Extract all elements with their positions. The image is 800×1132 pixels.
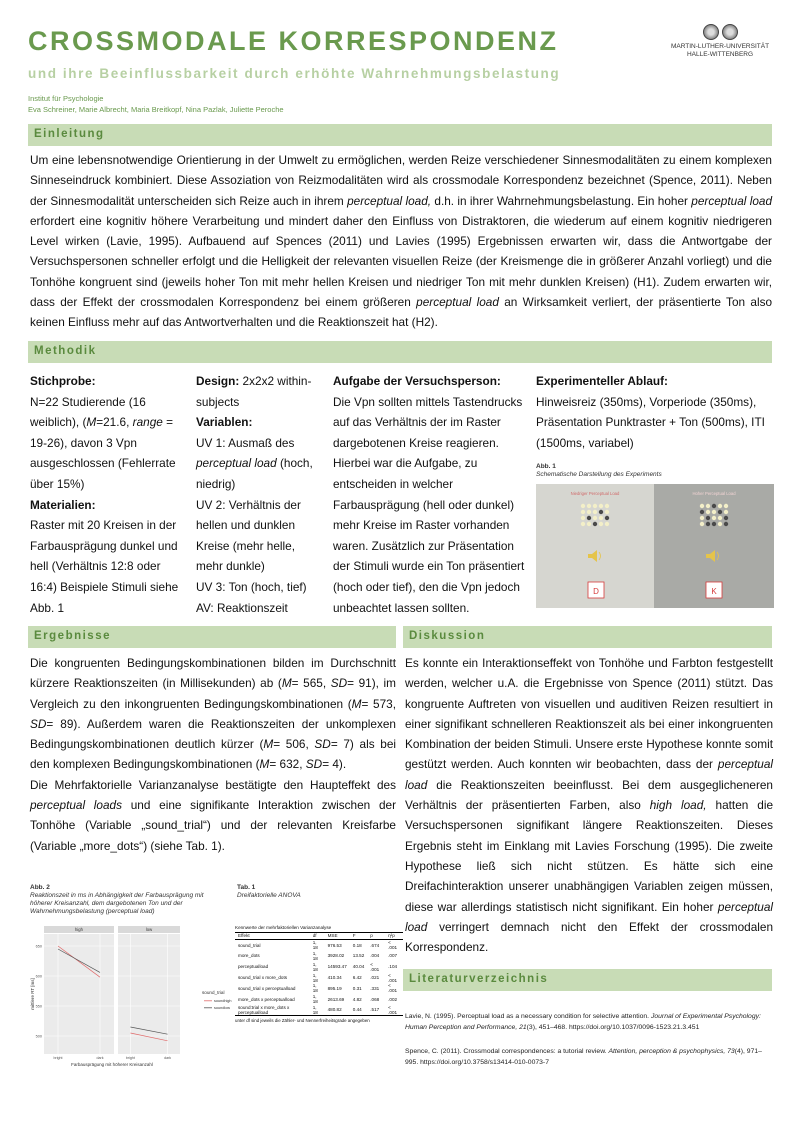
section-bar-literatur (403, 969, 772, 991)
table-header-cell: MSE (325, 933, 350, 940)
authors: Eva Schreiner, Marie Albrecht, Maria Breitkopf, Nina Pazlak, Juliette Peroche (28, 105, 284, 114)
stimulus-dot (599, 516, 603, 520)
table-cell: 2613.69 (327, 996, 345, 1002)
y-tick-label: 600 (35, 974, 42, 979)
section-bar-einleitung (28, 124, 772, 146)
table-row (235, 983, 403, 994)
figure-2-caption: Abb. 2 Reaktionszeit in ms in Abhängigkeit der Farbausprägung mit höherer Kreisanzahl, dem dargebotenen Ton und der Wahrnehmungsbelastung (perceptual load) (30, 884, 204, 915)
facet-label: low (145, 927, 153, 932)
table-row (235, 939, 403, 950)
table-cell: < .001 (388, 940, 398, 951)
table-cell: more_dots x perceptualload (238, 996, 295, 1002)
table-cell: sound_trial x perceptualload (238, 985, 296, 991)
section-heading: Diskussion (409, 630, 486, 642)
table-cell: 0.44 (350, 1004, 368, 1015)
table-row (235, 994, 403, 1005)
x-tick-label: bright (125, 1056, 135, 1060)
table-cell: .517 (367, 1004, 385, 1015)
stimulus-dot (712, 516, 716, 520)
table-cell: sound:trial x more_dots x perceptualload (235, 1004, 310, 1015)
table-cell: .004 (370, 953, 380, 959)
table-cell: 1, 18 (312, 972, 318, 983)
section-heading: Methodik (34, 345, 97, 357)
stimulus-dot (706, 510, 710, 514)
table-1-caption: Tab. 1 Dreifaktorielle ANOVA (237, 884, 301, 899)
stimulus-dot (605, 510, 609, 514)
table-header-cell: F (350, 933, 368, 940)
table-row (235, 961, 403, 972)
table-cell: .007 (388, 953, 398, 959)
stimulus-dot (724, 504, 728, 508)
anova-table (235, 932, 403, 1016)
legend-item: soundlow (214, 1006, 231, 1010)
table-cell: .331 (370, 985, 380, 991)
table-header-cell: η²p (385, 933, 403, 940)
table-header-cell: Effekt (235, 933, 310, 940)
table-cell: 40.04 (352, 964, 365, 970)
figure-1-caption: Abb. 1 Schematische Darstellung des Experiments (536, 463, 662, 478)
table-cell: .104 (388, 964, 398, 970)
legend-title: sound_trial (202, 990, 225, 995)
stimulus-dot (718, 510, 722, 514)
logo-line-2: HALLE-WITTENBERG (686, 51, 754, 58)
section-bar-diskussion (403, 626, 772, 648)
table-cell: < .001 (388, 983, 398, 994)
legend-item: soundhigh (214, 999, 232, 1003)
seal-icon (703, 24, 719, 40)
y-axis-label: mittlere RT [ms] (30, 978, 35, 1010)
x-tick-label: dark (96, 1056, 104, 1060)
poster-title: CROSSMODALE KORRESPONDENZ (28, 26, 559, 56)
table-cell: .002 (388, 996, 398, 1002)
figure-2-chart (30, 926, 270, 1082)
table-cell: 13.52 (352, 953, 365, 959)
methodik-col-design: Design: 2x2x2 within-subjects Variablen: UV 1: Ausmaß des perceptual load (hoch, niedrig) UV 2: Verhältnis der hellen und dunklen Kreise (mehr helle, mehr dunkle) UV 3: Ton (hoch, tief) AV: Reaktionszeit (196, 374, 313, 615)
table-row (235, 1004, 403, 1015)
stimulus-dot (593, 516, 597, 520)
table-cell: .674 (370, 942, 380, 948)
table-header-cell: df (310, 933, 325, 940)
stimulus-dot (581, 516, 585, 520)
stimulus-dot (718, 504, 722, 508)
table-cell: 14593.47 (327, 964, 347, 970)
stimulus-dot (599, 510, 603, 514)
table-cell: 895.19 (327, 985, 342, 991)
table-cell: 1, 18 (312, 940, 318, 951)
stimulus-dot (581, 510, 585, 514)
ergebnisse-text: Die kongruenten Bedingungskombinationen bilden im Durchschnitt kürzere Reaktionszeiten (in Millisekunden) ab (M= 565, SD= 91), im Vergleich zu den inkongruenten Bedingungskombinationen (M= 573, SD= 89). Außerdem waren die Reaktionszeiten der unkomplexen Bedingungskombinationen deutlich kürzer (M= 506, SD= 7) als bei den komplexen Bedingungskombinationen (M= 632, SD= 4). Die Mehrfaktorielle Varianzanalyse bestätigte den Haupteffekt des perceptual loads und eine signifikante Interaktion zwischen der Tonhöhe (Variable „sound_trial“) und der relevanten Kreisfarbe (Variable „more_dots“) (siehe Tab. 1). (30, 656, 397, 853)
table-cell: 4.82 (352, 996, 362, 1002)
table-cell: 976.53 (327, 942, 342, 948)
stimulus-dot (587, 510, 591, 514)
table-cell: < .001 (370, 961, 380, 972)
institute: Institut für Psychologie (28, 94, 104, 103)
stimulus-dot (706, 504, 710, 508)
panel-low-label: Niedriger Perceptual Load (570, 491, 620, 496)
table-note: unter df sind jeweils die Zähler- und Nennerfreiheitsgrade angegeben (235, 1018, 370, 1024)
table-cell: 0.31 (352, 985, 362, 991)
section-heading: Einleitung (34, 128, 105, 140)
stimulus-dot (599, 522, 603, 526)
university-logo (662, 24, 778, 59)
table-row (235, 972, 403, 983)
table-row (235, 951, 403, 962)
facet-label: high (75, 927, 83, 932)
einleitung-text: Um eine lebensnotwendige Orientierung in der Umwelt zu ermöglichen, werden Reize verschiedener Sinnesmodalitäten zu einem komplexen Sinneseindruck kombiniert. Diese Assoziation von Reizmodalitäten wird als crossmodale Korrespondenz bezeichnet (Spence, 2011). Neben der Sinnesmodalität unterscheiden sich Reize auch in ihrem perceptual load, d.h. in ihrer Wahrnehmungsbelastung. Ein hoher perceptual load erfordert eine kognitiv höhere Verarbeitung und mindert daher den Einfluss von Distraktoren, die wiederum auf einem kognitiv niedrigeren Level wirken (Lavie, 1995). Aufbauend auf Spences (2011) und Lavies (1995) Ergebnissen erwarten wir, dass die Antwortgabe der Versuchspersonen schneller erfolgt und die Helligkeit der relevanten visuellen Reize (der Kreismenge die in größerer Anzahl vorliegt) und die Tonhöhe kongruent sind (jeweils hoher Ton mit mehr hellen Kreisen und niedriger Ton mit mehr dunklen Kreisen) (H1). Zudem erwarten wir, dass der Effekt der crossmodalen Korrespondenz bei einem größeren perceptual load an Wirksamkeit verliert, der präsentierte Ton also keinen Einfluss mehr auf das Antwortverhalten und die Reaktionszeit hat (H2). (30, 153, 773, 330)
table-cell: .068 (370, 996, 380, 1002)
section-heading: Ergebnisse (34, 630, 111, 642)
stimulus-dot (706, 522, 710, 526)
stimulus-dot (605, 516, 609, 520)
stimulus-dot (724, 516, 728, 520)
table-cell: 1, 18 (310, 1004, 325, 1015)
y-tick-label: 650 (35, 944, 42, 949)
methodik-col-aufgabe: Aufgabe der Versuchsperson: Die Vpn sollten mittels Tastendrucks auf das Verhältnis der im Raster dargebotenen Kreise reagieren. Hierbei war die Aufgabe, zu entscheiden in welcher Farbausprägung (hell oder dunkel) mehr Kreise im Raster vorhanden waren. Zusätzlich zur Präsentation der Stimuli wurde ein Ton präsentiert (hoch oder tief), den die Vpn jedoch unbeachtet lassen sollten. (333, 374, 525, 615)
stimulus-dot (700, 510, 704, 514)
table-cell: 1, 18 (312, 961, 318, 972)
figure-1-schematic (536, 484, 774, 608)
stimulus-dot (587, 516, 591, 520)
table-cell: 1, 18 (312, 950, 318, 961)
logo-line-1: MARTIN-LUTHER-UNIVERSITÄT (670, 43, 770, 50)
table-cell: 1, 18 (312, 994, 318, 1005)
stimulus-dot (605, 522, 609, 526)
methodik-col-ablauf: Experimenteller Ablauf: Hinweisreiz (350ms), Vorperiode (350ms), Präsentation Punktraster + Ton (500ms), ITI (1500ms, variabel) (536, 374, 765, 450)
stimulus-dot (724, 522, 728, 526)
anova-table-block (235, 925, 403, 1023)
stimulus-dot (605, 504, 609, 508)
table-cell: 0.18 (352, 942, 362, 948)
panel-high-label: Hoher Perceptual Load (692, 491, 736, 496)
table-cell: < .001 (385, 1004, 403, 1015)
y-tick-label: 550 (35, 1004, 42, 1009)
stimulus-dot (718, 522, 722, 526)
stimulus-dot (712, 504, 716, 508)
table-cell: sound_trial x more_dots (238, 975, 288, 981)
section-bar-methodik (28, 341, 772, 363)
reference-lavie: Lavie, N. (1995). Perceptual load as a necessary condition for selective attention. Journal of Experimental Psychology: Human Perception and Performance, 21(3), 451–468. https://doi.org/10.1037/0096-1523.21.3.451 (405, 1013, 761, 1031)
table-cell: sound_trial (238, 942, 261, 948)
stimulus-dot (587, 522, 591, 526)
table-cell: 3928.02 (327, 953, 345, 959)
table-header-cell: p (367, 933, 385, 940)
stimulus-dot (581, 504, 585, 508)
stimulus-dot (700, 522, 704, 526)
stimulus-dot (712, 510, 716, 514)
methodik-col-stichprobe: Stichprobe: N=22 Studierende (16 weiblich), (M=21.6, range = 19-26), davon 3 Vpn ausgeschlossen (Fehlerrate über 15%) Materialien: Raster mit 20 Kreisen in der Farbausprägung dunkel und hell (Verhältnis 12:8 oder 16:4) Beispiele Stimuli siehe Abb. 1 (30, 374, 179, 615)
y-tick-label: 500 (35, 1034, 42, 1039)
table-cell: 410.34 (327, 975, 342, 981)
stimulus-dot (700, 504, 704, 508)
x-axis-label: Farbausprägung mit höherer Kreisanzahl (71, 1062, 153, 1067)
section-heading: Literaturverzeichnis (409, 973, 549, 985)
table-cell: < .001 (388, 972, 398, 983)
table-cell: 1, 18 (312, 983, 318, 994)
key-k-label: K (711, 587, 717, 596)
section-bar-ergebnisse (28, 626, 396, 648)
stimulus-dot (587, 504, 591, 508)
stimulus-dot (581, 522, 585, 526)
table-cell: .021 (370, 975, 380, 981)
table-cell: perceptualload (238, 964, 269, 970)
table-cell: 6.42 (352, 975, 362, 981)
stimulus-dot (700, 516, 704, 520)
stimulus-dot (718, 516, 722, 520)
seal-icon (722, 24, 738, 40)
x-tick-label: dark (164, 1056, 172, 1060)
stimulus-dot (724, 510, 728, 514)
key-d-label: D (593, 587, 599, 596)
stimulus-dot (706, 516, 710, 520)
reference-spence: Spence, C. (2011). Crossmodal correspondences: a tutorial review. Attention, perception & psychophysics, 73(4), 971–995. https://doi.org/10.3758/s13414-010-0073-7 (405, 1048, 762, 1066)
table-cell: 480.82 (325, 1004, 350, 1015)
stimulus-dot (712, 522, 716, 526)
stimulus-dot (593, 504, 597, 508)
x-tick-label: bright (53, 1056, 63, 1060)
stimulus-dot (593, 510, 597, 514)
poster-subtitle: und ihre Beeinflussbarkeit durch erhöhte Wahrnehmungsbelastung (28, 66, 561, 81)
table-cell: more_dots (238, 953, 260, 959)
diskussion-text: Es konnte ein Interaktionseffekt von Tonhöhe und Farbton festgestellt werden, welcher u.A. die Ergebnisse von Spence (2011) stützt. Das kongruente Auftreten von visuellen und auditiven Reizen resultiert in einer signifikant schnelleren Reaktionszeit als bei einer inkongruenten Kombination der beiden Stimuli. Unsere erste Hypothese konnte somit gestützt werden. Auch konnten wir beobachten, dass der perceptual load die Reaktionszeiten beeinflusst. Bei dem ausgeglicheneren Verhältnis der präsentierten Farben, also high load, hatten die Versuchspersonen signifikant längere Reaktionszeiten. Dieses Ergebnis steht im Einklang mit Lavies Forschung (1995). Die zweite Hypothese ließ sich nicht stützen. Es hätte sich eine Dreifachinteraktion unserer unabhängigen Variablen zeigen müssen, diese war allerdings statistisch nicht signifikant. Ein hoher perceptual load verringert demnach nicht den Effekt der crossmodalen Korrespondenz. (405, 656, 774, 955)
stimulus-dot (599, 504, 603, 508)
stimulus-dot (593, 522, 597, 526)
table-inner-title: Kennwerte der mehrfaktoriellen Varianzanalyse (235, 925, 332, 930)
